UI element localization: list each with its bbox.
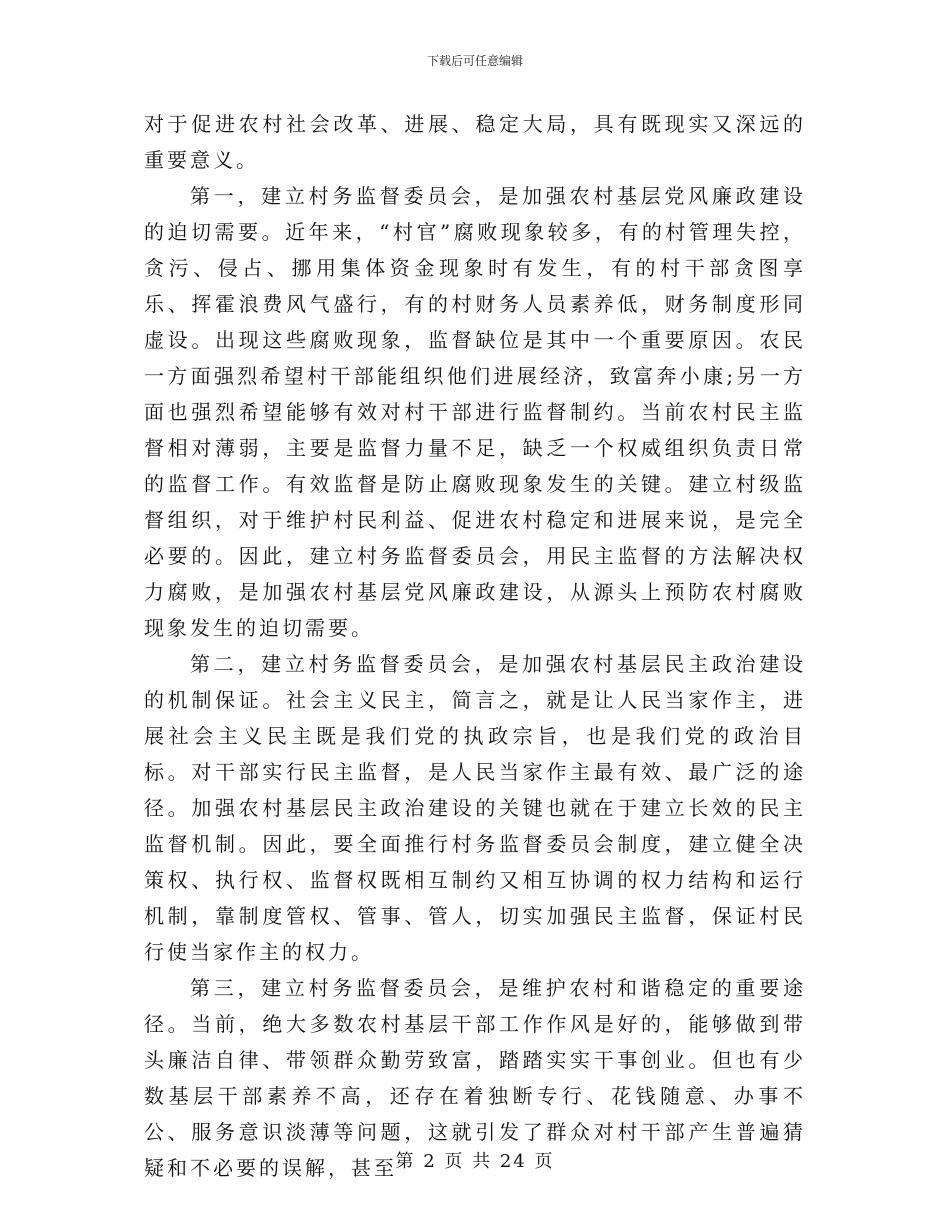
document-body xyxy=(144,106,806,1186)
page-number: 第 2 页 共 24 页 xyxy=(395,1151,555,1172)
paragraph-second-point: 第二，建立村务监督委员会，是加强农村基层民主政治建设的机制保证。社会主义民主，简言之，就是让人民当家作主，进展社会主义民主既是我们党的执政宗旨，也是我们党的政治目标。对干部实行民主监督，是人民当家作主最有效、最广泛的途径。加强农村基层民主政治建设的关键也就在于建立长效的民主监督机制。因此，要全面推行村务监督委员会制度，建立健全决策权、执行权、监督权既相互制约又相互协调的权力结构和运行机制，靠制度管权、管事、管人，切实加强民主监督，保证村民行使当家作主的权力。 xyxy=(144,652,806,964)
header-note: 下载后可任意编辑 xyxy=(426,54,523,68)
paragraph-first-point: 第一，建立村务监督委员会，是加强农村基层党风廉政建设的迫切需要。近年来，“村官”腐败现象较多，有的村管理失控，贪污、侵占、挪用集体资金现象时有发生，有的村干部贪图享乐、挥霍浪费风气盛行，有的村财务人员素养低，财务制度形同虚设。出现这些腐败现象，监督缺位是其中一个重要原因。农民一方面强烈希望村干部能组织他们进展经济，致富奔小康;另一方面也强烈希望能够有效对村干部进行监督制约。当前农村民主监督相对薄弱，主要是监督力量不足，缺乏一个权威组织负责日常的监督工作。有效监督是防止腐败现象发生的关键。建立村级监督组织，对于维护村民利益、促进农村稳定和进展来说，是完全必要的。因此，建立村务监督委员会，用民主监督的方法解决权力腐败，是加强农村基层党风廉政建设，从源头上预防农村腐败现象发生的迫切需要。 xyxy=(144,184,806,640)
page-footer xyxy=(0,1152,950,1172)
page-header xyxy=(0,54,950,68)
paragraph-third-point: 第三，建立村务监督委员会，是维护农村和谐稳定的重要途径。当前，绝大多数农村基层干部工作作风是好的，能够做到带头廉洁自律、带领群众勤劳致富，踏踏实实干事创业。但也有少数基层干部素养不高，还存在着独断专行、花钱随意、办事不公、服务意识淡薄等问题，这就引发了群众对村干部产生普遍猜疑和不必要的误解，甚至 xyxy=(144,976,806,1180)
paragraph-intro: 对于促进农村社会改革、进展、稳定大局，具有既现实又深远的重要意义。 xyxy=(144,112,806,172)
